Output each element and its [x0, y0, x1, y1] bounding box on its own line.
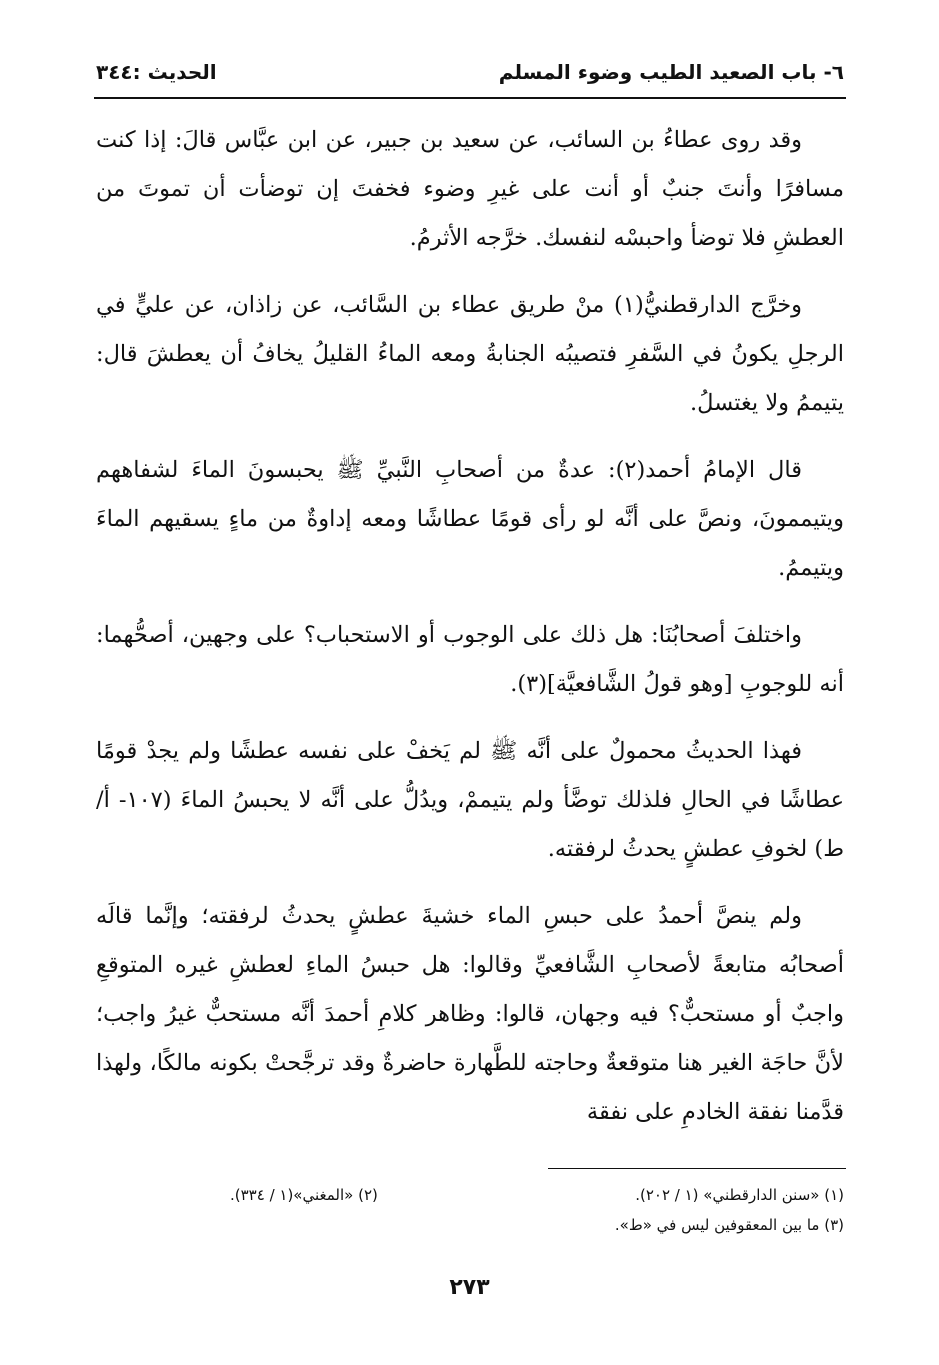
page-number: ٢٧٣	[449, 1275, 490, 1300]
chapter-title: ٦- باب الصعيد الطيب وضوء المسلم	[498, 60, 844, 84]
paragraph-6: ولم ينصَّ أحمدُ على حبسِ الماء خشيةَ عطشٍ يحدثُ لرفقته؛ وإنَّما قالَه أصحابُه متابعةً لأصحابِ الشَّافعيِّ وقالوا: هل حبسُ الماءِ لعطشِ غيره المتوقعِ واجبٌ أو مستحبٌّ؟ فيه وجهان، قالوا: وظاهر كلامِ أحمدَ أنَّه مستحبٌّ غيرُ واجب؛ لأنَّ حاجَة الغير هنا متوقعةٌ وحاجته للطَّهارة حاضرةٌ وقد ترجَّحتْ بكونه مالكًا، ولهذا قدَّمنا نفقة الخادمِ على نفقة	[96, 903, 844, 1125]
footnote-row	[230, 1180, 844, 1210]
running-header	[96, 56, 844, 92]
paragraph-5: فهذا الحديثُ محمولٌ على أنَّه ﷺ لم يَخفْ على نفسه عطشًا ولم يجدْ قومًا عطاشًا في الحالِ فلذلك توضَّأ ولم يتيممْ، ويدُلُّ على أنَّه لا يحبسُ الماءَ (١٠٧- أ/ ط) لخوفِ عطشٍ يحدثُ لرفقته.	[96, 738, 844, 862]
paragraph-1: وقد روى عطاءُ بن السائب، عن سعيد بن جبير، عن ابن عبَّاس قالَ: إذا كنت مسافرًا وأنتَ جنبٌ أو أنت على غيرِ وضوء فخفتَ إن توضأت أن تموتَ من العطشِ فلا توضأ واحبسْه لنفسك. خرَّجه الأثرمُ.	[96, 127, 844, 251]
main-text	[96, 116, 844, 1155]
footnote-3: (٣) ما بين المعقوفين ليس في «ط».	[614, 1216, 844, 1234]
header-divider	[94, 97, 846, 99]
footnote-2: (٢) «المغني»(١ / ٣٣٤).	[230, 1186, 378, 1204]
hadith-reference: الحديث :٣٤٤	[96, 60, 217, 84]
footnote-divider	[548, 1168, 846, 1169]
paragraph-4: واختلفَ أصحابُنَا: هل ذلك على الوجوب أو الاستحباب؟ على وجهين، أصحُّهما: أنه للوجوبِ [وهو قولُ الشَّافعيَّة](٣).	[96, 622, 844, 697]
footnote-row	[230, 1210, 844, 1240]
paragraph-2: وخرَّج الدارقطنيُّ(١) منْ طريق عطاء بن السَّائب، عن زاذان، عن عليٍّ في الرجلِ يكونُ في السَّفرِ فتصيبُه الجنابةُ ومعه الماءُ القليلُ يخافُ أن يعطشَ قال: يتيممُ ولا يغتسلُ.	[96, 292, 844, 416]
footnote-1: (١) «سنن الدارقطني» (١ / ٢٠٢).	[635, 1186, 844, 1204]
footnotes	[230, 1180, 844, 1240]
paragraph-3: قال الإمامُ أحمد(٢): عدةٌ من أصحابِ النَّبيِّ ﷺ يحبسونَ الماءَ لشفاههم ويتيممونَ، ونصَّ على أنَّه لو رأى قومًا عطاشًا ومعه إداوةٌ من ماءٍ يسقيهم الماءَ ويتيممُ.	[96, 457, 844, 581]
